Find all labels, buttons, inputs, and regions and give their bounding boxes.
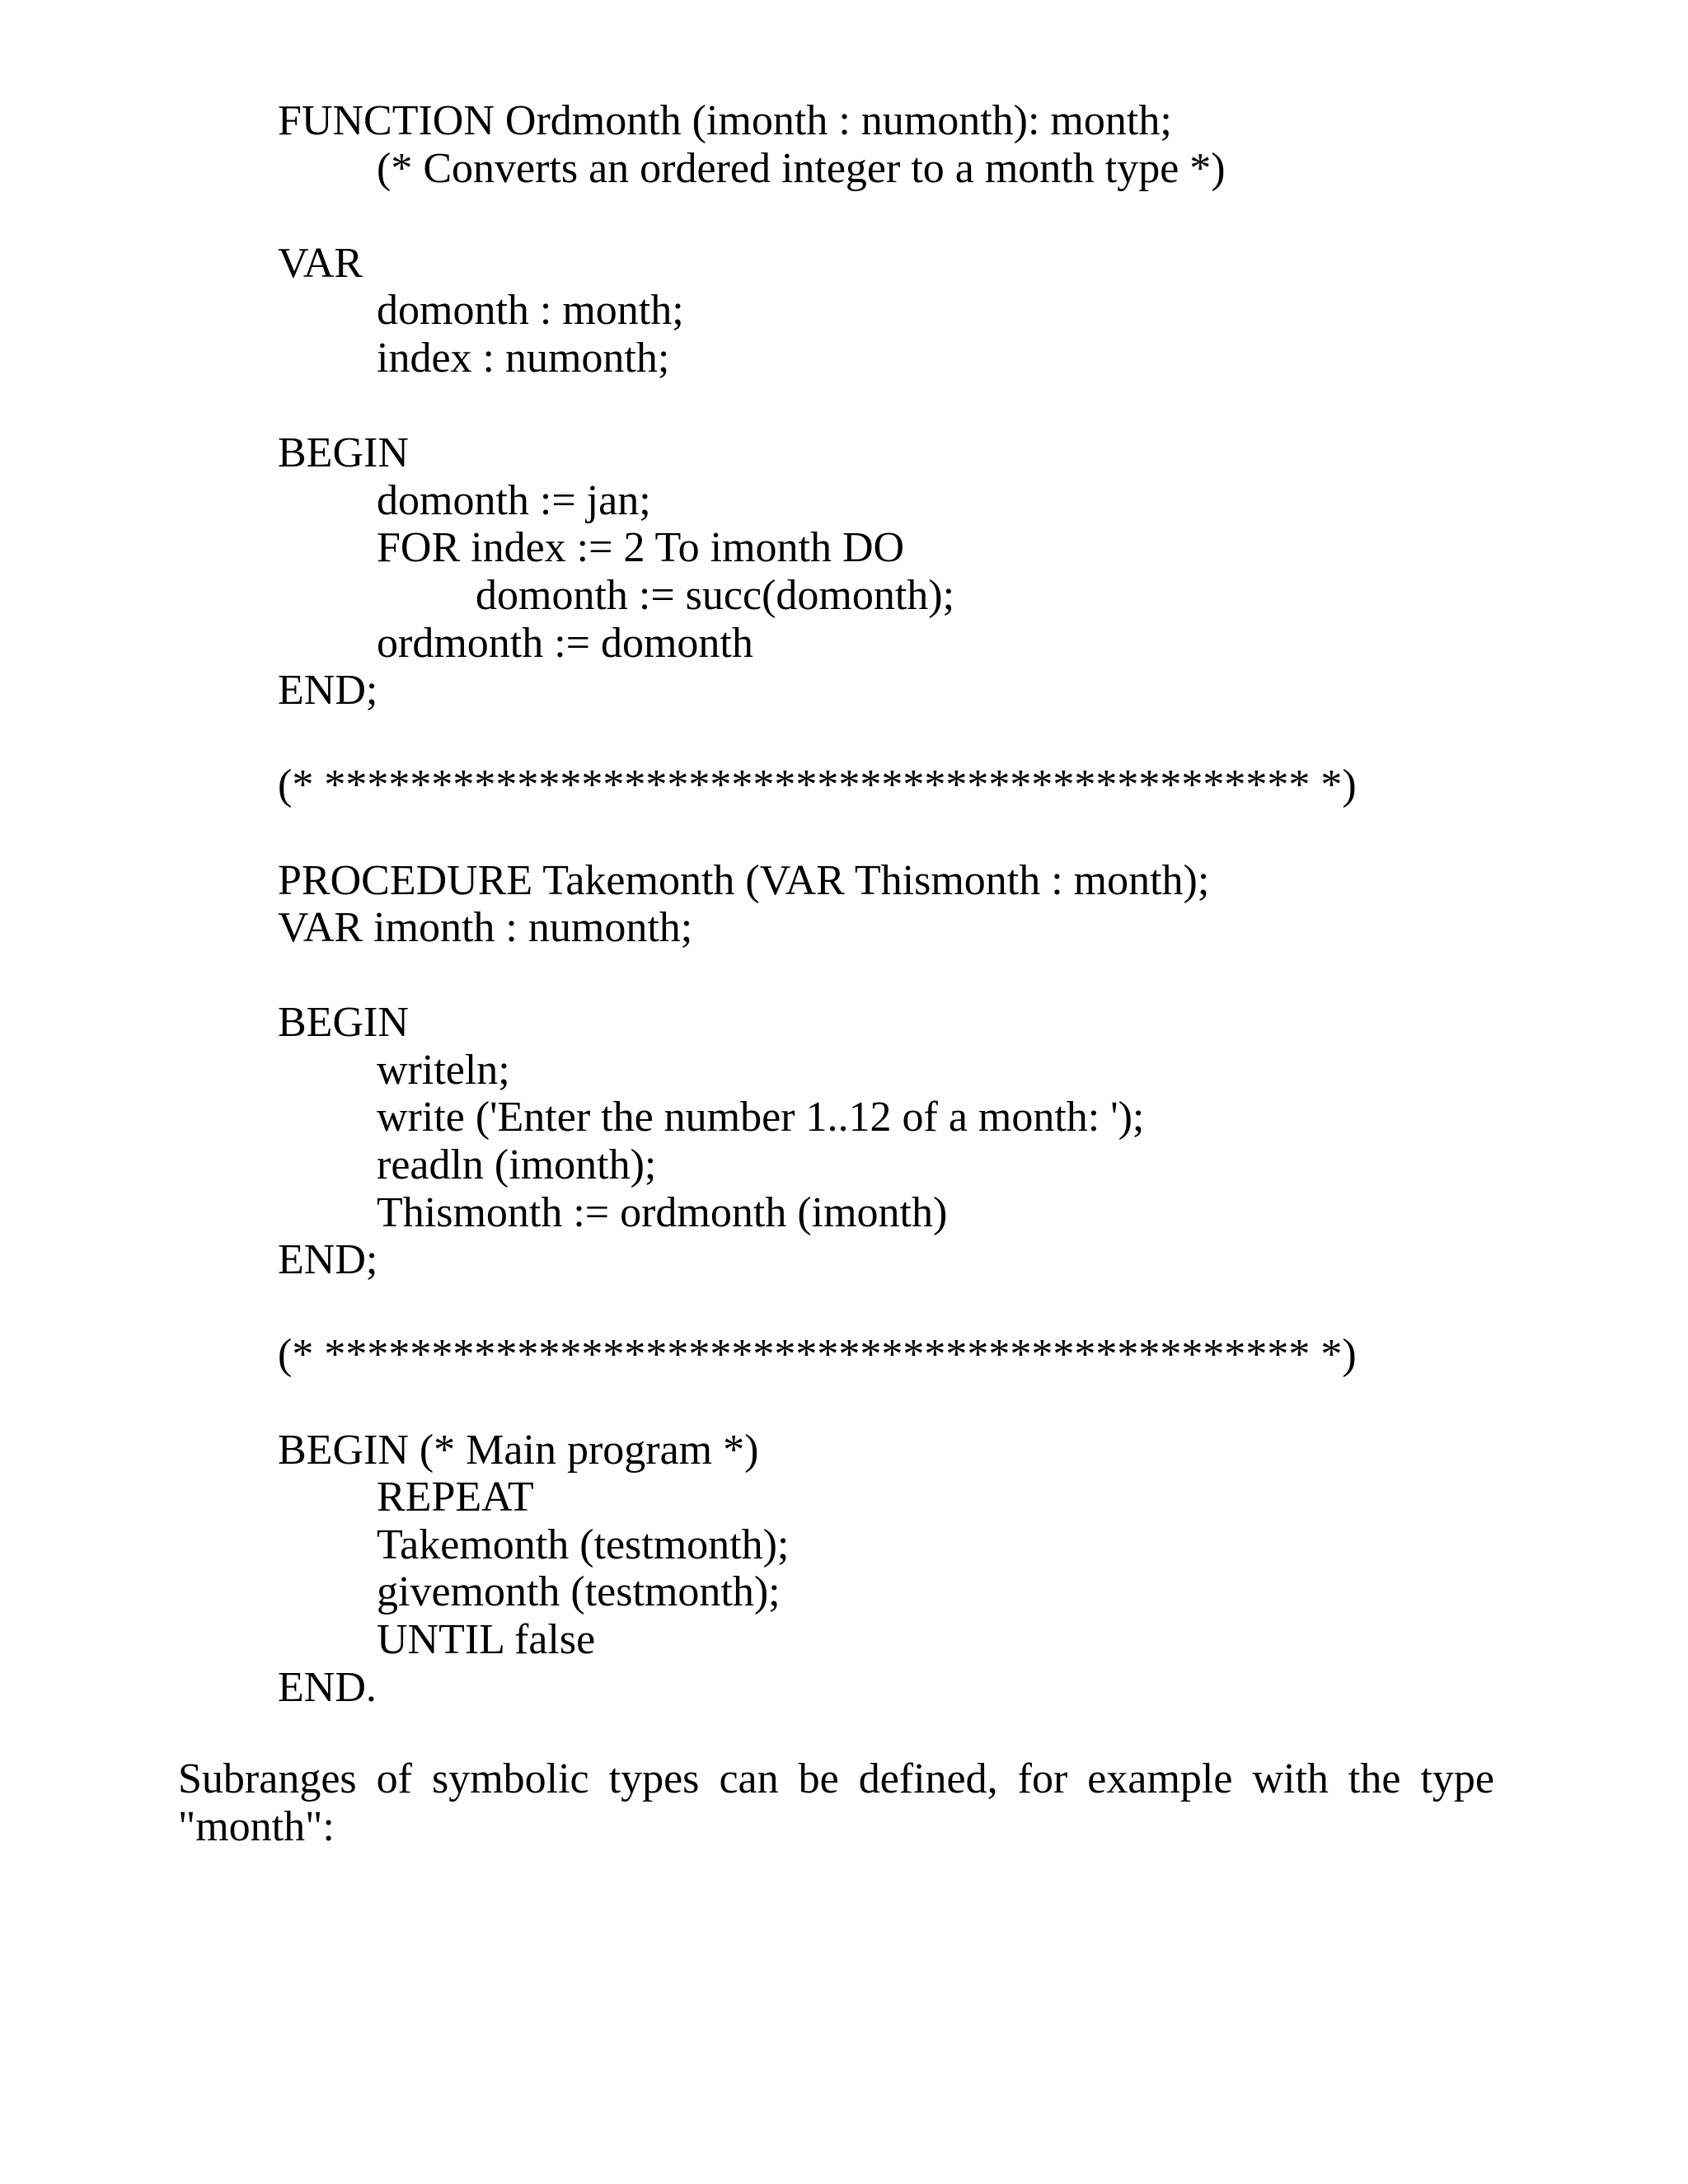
blank-line (278, 1284, 1514, 1332)
end-keyword: END; (278, 1236, 378, 1284)
code-statement: readln (imonth); (377, 1141, 657, 1189)
main-begin: BEGIN (* Main program *) (278, 1426, 759, 1474)
code-statement: Takemonth (testmonth); (377, 1521, 790, 1568)
function-comment: (* Converts an ordered integer to a month type *) (377, 144, 1226, 192)
blank-line (278, 1379, 1514, 1427)
blank-line (278, 952, 1514, 1000)
comment-separator: (* ********************************************** *) (278, 1331, 1357, 1379)
code-statement: givemonth (testmonth); (377, 1568, 781, 1616)
blank-line (278, 715, 1514, 762)
code-statement: FOR index := 2 To imonth DO (377, 524, 905, 572)
code-statement: writeln; (377, 1046, 510, 1094)
begin-keyword: BEGIN (278, 429, 409, 477)
end-keyword: END; (278, 667, 378, 715)
var-declaration: domonth : month; (377, 287, 684, 335)
function-header: FUNCTION Ordmonth (imonth : numonth): month; (278, 97, 1172, 144)
comment-separator: (* ********************************************** *) (278, 762, 1357, 809)
code-statement: domonth := jan; (377, 476, 651, 524)
blank-line (278, 192, 1514, 240)
var-declaration: index : numonth; (377, 334, 670, 382)
procedure-header: PROCEDURE Takemonth (VAR Thismonth : month); (278, 856, 1210, 904)
pascal-code-listing (278, 97, 1514, 1711)
paragraph-line: "month": (178, 1803, 335, 1850)
var-keyword: VAR (278, 239, 363, 287)
code-statement: write ('Enter the number 1..12 of a month: '); (377, 1094, 1145, 1141)
end-keyword: END. (278, 1663, 377, 1711)
blank-line (278, 809, 1514, 857)
blank-line (278, 382, 1514, 430)
code-statement: domonth := succ(domonth); (476, 571, 955, 619)
code-statement: UNTIL false (377, 1616, 596, 1663)
code-statement: Thismonth := ordmonth (imonth) (377, 1188, 948, 1236)
code-statement: ordmonth := domonth (377, 619, 753, 667)
paragraph-line: Subranges of symbolic types can be defined, for example with the type (178, 1755, 1494, 1802)
var-declaration: VAR imonth : numonth; (278, 904, 693, 952)
body-paragraph (178, 1755, 1494, 1851)
code-statement: REPEAT (377, 1474, 534, 1521)
begin-keyword: BEGIN (278, 999, 409, 1047)
